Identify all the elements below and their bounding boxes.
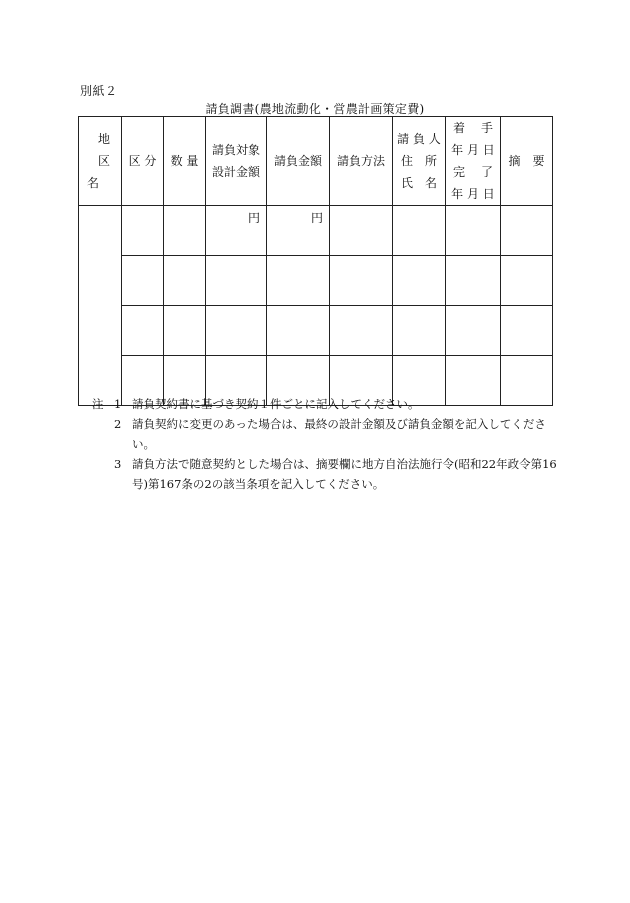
header-design-amount [206, 117, 267, 206]
table-cell [267, 306, 330, 356]
table-cell [164, 306, 206, 356]
yen-unit: 円 [310, 211, 323, 225]
table-cell [164, 256, 206, 306]
header-start-date-line: 年 月 日 [451, 143, 495, 157]
note-number: 1 [114, 397, 122, 411]
table-cell [330, 206, 393, 256]
table-row [79, 306, 553, 356]
table-cell [501, 306, 553, 356]
header-complete-line: 完 了 [453, 165, 493, 179]
header-remarks: 摘 要 [501, 117, 553, 206]
note-text: 請負契約書に基づき契約１件ごとに記入してください。 [132, 397, 420, 411]
table-cell [267, 256, 330, 306]
table-cell [122, 306, 164, 356]
table-row [79, 206, 553, 256]
table-cell [446, 256, 501, 306]
header-contractor-line3: 氏 名 [400, 176, 437, 190]
contract-amount-cell [267, 206, 330, 256]
note-item [92, 394, 562, 414]
header-dates [446, 117, 501, 206]
header-complete-date-line: 年 月 日 [451, 187, 495, 201]
header-contract-method: 請負方法 [330, 117, 393, 206]
attachment-label: 別紙２ [80, 84, 118, 98]
header-district [79, 117, 122, 206]
table-cell [446, 306, 501, 356]
header-category: 区 分 [122, 117, 164, 206]
note-item [92, 454, 562, 494]
header-design-line1: 請負対象 [211, 143, 260, 157]
header-contractor-line1: 請 負 人 [397, 132, 441, 146]
note-text: 請負方法で随意契約とした場合は、摘要欄に地方自治法施行令(昭和22年政令第16号)第167条の2の該当条項を記入してください。 [132, 457, 557, 491]
contract-survey-table [78, 116, 553, 406]
table-row [79, 256, 553, 306]
header-contractor-line2: 住 所 [400, 154, 437, 168]
header-row [79, 117, 553, 206]
note-number: 3 [114, 457, 122, 471]
header-quantity: 数 量 [164, 117, 206, 206]
header-design-line2: 設計金額 [211, 165, 260, 179]
header-district-line2: 名 [87, 176, 100, 190]
table-cell [501, 256, 553, 306]
note-number: 2 [114, 417, 122, 431]
header-district-line1: 地 区 [97, 132, 123, 168]
table-cell [501, 206, 553, 256]
header-start-line: 着 手 [453, 121, 493, 135]
yen-unit: 円 [247, 211, 260, 225]
header-contract-amount: 請負金額 [267, 117, 330, 206]
table-cell [164, 206, 206, 256]
table-cell [393, 206, 446, 256]
table-cell [122, 256, 164, 306]
district-cell [79, 206, 122, 406]
table-cell [393, 256, 446, 306]
table-cell [446, 206, 501, 256]
table-cell [330, 306, 393, 356]
note-text: 請負契約に変更のあった場合は、最終の設計金額及び請負金額を記入してください。 [132, 417, 546, 451]
table-cell [330, 256, 393, 306]
table-cell [393, 306, 446, 356]
table-cell [206, 256, 267, 306]
table-cell [206, 306, 267, 356]
notes-section [92, 394, 562, 494]
note-item [92, 414, 562, 454]
design-amount-cell [206, 206, 267, 256]
table-cell [122, 206, 164, 256]
header-contractor [393, 117, 446, 206]
document-title: 請負調書(農地流動化・営農計画策定費) [205, 102, 425, 116]
notes-label: 注 [92, 397, 104, 411]
